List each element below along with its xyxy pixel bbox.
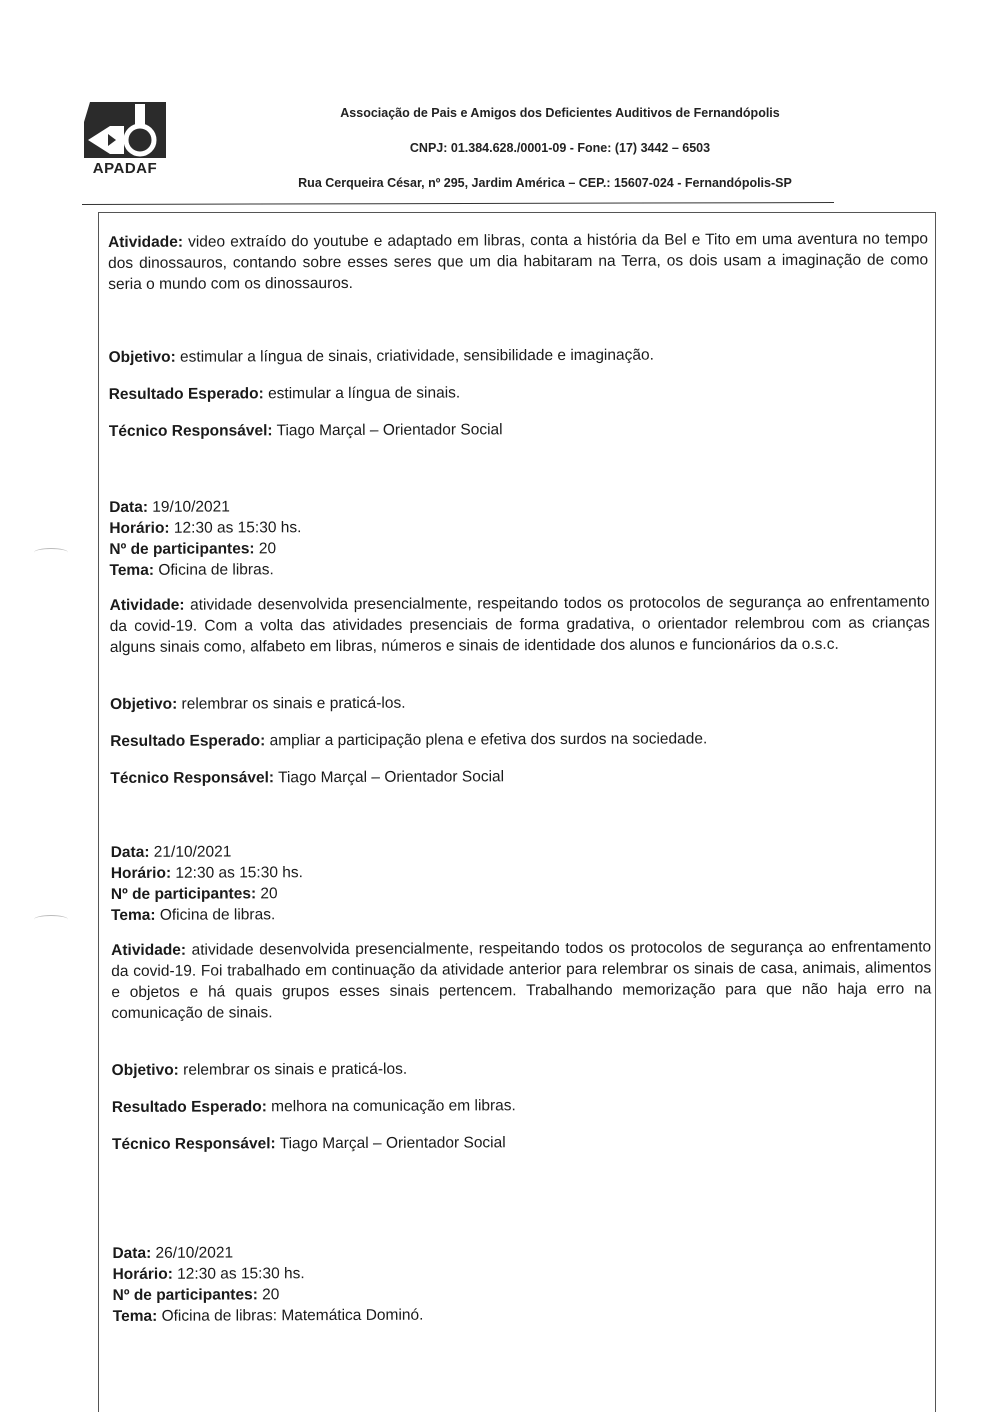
atividade-label: Atividade: [111,941,187,959]
tema-value: Oficina de libras. [155,906,276,924]
objetivo-text: relembrar os sinais e praticá-los. [178,1060,408,1079]
data-value: 21/10/2021 [149,843,232,861]
letterhead [0,0,992,215]
tema-line [113,1302,933,1327]
report-body [108,228,933,1327]
resultado-text: estimular a língua de sinais. [263,384,461,403]
horario-label: Horário: [112,1265,173,1283]
tema-label: Tema: [110,906,156,924]
tema-value: Oficina de libras. [153,561,274,579]
horario-label: Horário: [110,864,172,882]
atividade-text: video extraído do youtube e adaptado em libras, conta a história da Bel e Tito em uma aventura no tempo dos dinossauros, contando sobre esses seres que um dia habitaram na Terra, os dois usam a imaginação de como seria o mundo com os dinossauros. [108,230,929,293]
cnpj-phone: CNPJ: 01.384.628./0001-09 - Fone: (17) 3442 – 6503 [409,141,711,155]
tema-label: Tema: [109,561,155,579]
logo-text: APADAF [92,160,158,177]
participantes-label: Nº de participantes: [109,540,255,558]
atividade-paragraph [111,936,931,1024]
tecnico-label: Técnico Responsável: [111,1135,276,1153]
tecnico-label: Técnico Responsável: [108,422,273,440]
objetivo-text: relembrar os sinais e praticá-los. [177,694,406,713]
data-label: Data: [110,843,150,861]
objetivo-label: Objetivo: [111,1061,179,1079]
atividade-label: Atividade: [108,233,184,251]
horario-value: 12:30 as 15:30 hs. [171,864,303,882]
atividade-text: atividade desenvolvida presencialmente, respeitando todos os protocolos de segurança ao enfrentamento da covid-19. Foi trabalhado em continuação da atividade anterior para relembrar os sinais de casa, animais, alimentos e objetos e há quais grupos esses sinais pertencem. Trabalhando memorização para que não haja erro na comunicação de sinais. [111,938,932,1022]
data-value: 19/10/2021 [147,498,230,516]
data-value: 26/10/2021 [151,1244,234,1262]
resultado-text: melhora na comunicação em libras. [266,1097,516,1116]
tecnico-text: Tiago Marçal – Orientador Social [275,1134,506,1153]
atividade-text: atividade desenvolvida presencialmente, respeitando todos os protocolos de segurança ao enfrentamento da covid-19. Com a volta das atividades presenciais de forma gradativa, o orientador relembrou com as crianças alguns sinais como, alfabeto em libras, números e sinais de identidade dos alunos e funcionários da o.s.c. [109,593,930,656]
participantes-label: Nº de participantes: [110,885,257,903]
objetivo-label: Objetivo: [108,348,176,366]
tecnico-text: Tiago Marçal – Orientador Social [272,421,503,440]
horario-value: 12:30 as 15:30 hs. [169,519,302,537]
data-label: Data: [109,498,149,516]
data-label: Data: [112,1244,152,1262]
tecnico-text: Tiago Marçal – Orientador Social [274,768,505,787]
address: Rua Cerqueira César, nº 295, Jardim América – CEP.: 15607-024 - Fernandópolis-SP [298,176,792,190]
atividade-paragraph [110,591,930,658]
participantes-value: 20 [257,1286,280,1304]
horario-label: Horário: [109,519,170,537]
resultado-text: ampliar a participação plena e efetiva dos surdos na sociedade. [265,730,708,750]
atividade-paragraph [108,228,928,295]
header-divider [82,202,834,205]
participantes-label: Nº de participantes: [112,1286,258,1304]
tema-value: Oficina de libras: Matemática Dominó. [157,1306,424,1325]
scan-mark [34,548,68,557]
resultado-label: Resultado Esperado: [111,1098,267,1116]
horario-value: 12:30 as 15:30 hs. [172,1265,305,1283]
atividade-label: Atividade: [109,596,185,614]
objetivo-text: estimular a língua de sinais, criatividade, sensibilidade e imaginação. [175,346,654,366]
scan-mark [34,915,68,924]
tema-label: Tema: [112,1307,158,1325]
resultado-label: Resultado Esperado: [110,732,266,750]
organization-name: Associação de Pais e Amigos dos Deficientes Auditivos de Fernandópolis [340,106,780,120]
participantes-value: 20 [256,885,278,903]
resultado-label: Resultado Esperado: [108,385,264,403]
tecnico-label: Técnico Responsável: [110,769,275,787]
objetivo-label: Objetivo: [110,695,178,713]
participantes-value: 20 [254,540,277,558]
